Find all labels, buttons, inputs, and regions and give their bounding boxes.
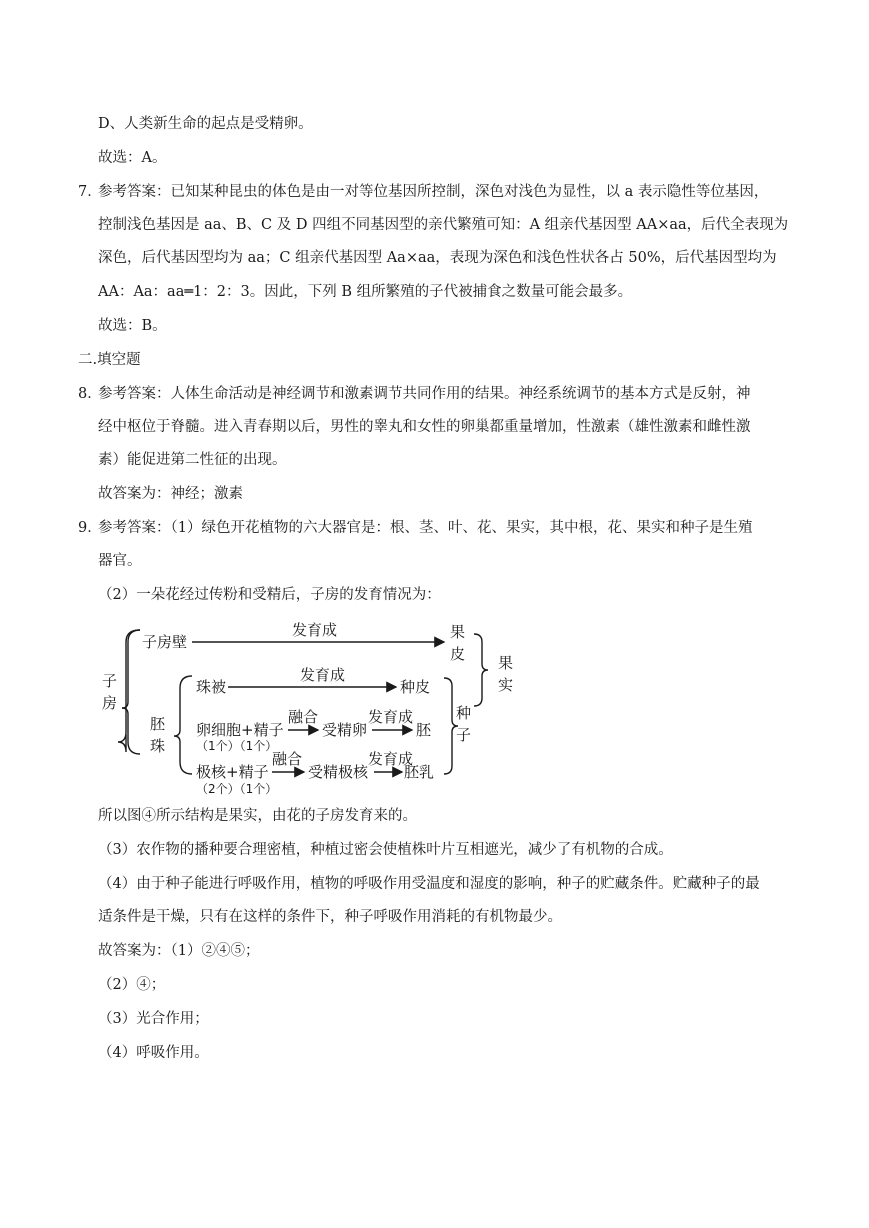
q8-line-3: 素）能促进第二性征的出现。 <box>98 452 287 468</box>
fruit-label-2: 实 <box>498 676 514 694</box>
fuse-label-2: 融合 <box>272 750 303 768</box>
q9-part-3: （3）农作物的播种要合理密植，种植过密会使植株叶片互相遮光，减少了有机物的合成。 <box>98 842 673 858</box>
q9-answer-2: （2）④； <box>98 977 166 993</box>
q9-answer-3: （3）光合作用； <box>98 1011 209 1027</box>
q7-line-3: 深色，后代基因型均为 aa；C 组亲代基因型 Aa×aa，表现为深色和浅色性状各占 50%，后代基因型均为 <box>98 250 777 266</box>
ovary-bracket <box>118 630 140 752</box>
seed-coat-label: 种皮 <box>400 678 431 696</box>
ovule-bracket <box>174 676 192 774</box>
seed-label-1: 种 <box>456 704 472 722</box>
ovary-wall-label: 子房壁 <box>142 633 188 651</box>
zygote-label: 受精卵 <box>322 721 368 739</box>
polar-sperm-label: 极核+精子 <box>196 763 269 781</box>
fruit-label-1: 果 <box>498 654 514 672</box>
q8-answer: 故答案为：神经；激素 <box>98 486 243 502</box>
q7-number: 7． <box>78 184 102 200</box>
embryo-label: 胚 <box>416 721 432 739</box>
develops-label-2: 发育成 <box>300 666 346 684</box>
seed-label-2: 子 <box>456 726 472 744</box>
q9-number: 9． <box>78 520 102 536</box>
pericarp-label-1: 果 <box>450 623 466 641</box>
q9-part-4-line-2: 适条件是干燥，只有在这样的条件下，种子呼吸作用消耗的有机物最少。 <box>98 909 562 925</box>
integument-label: 珠被 <box>196 678 227 696</box>
q7-line-1: 参考答案：已知某种昆虫的体色是由一对等位基因所控制，深色对浅色为显性，以 a 表示隐性等位基因， <box>98 184 769 200</box>
develops-label-4: 发育成 <box>368 750 414 768</box>
q9-line-1: 参考答案：（1）绿色开花植物的六大器官是：根、茎、叶、花、果实，其中根，花、果实和种子是生殖 <box>98 520 753 536</box>
polar-count-label: （2个）（1个） <box>196 782 278 796</box>
q7-line-4: AA：Aa：aa═1：2：3。因此，下列 B 组所繁殖的子代被捕食之数量可能会最多。 <box>98 284 633 300</box>
ovary-label-2: 房 <box>102 694 118 712</box>
q9-part-2: （2）一朵花经过传粉和受精后，子房的发育情况为： <box>98 587 441 603</box>
q6-option-d: D、人类新生命的起点是受精卵。 <box>98 116 313 132</box>
fertilized-polar-label: 受精极核 <box>308 763 369 781</box>
q9-part-4-line-1: （4）由于种子能进行呼吸作用，植物的呼吸作用受温度和湿度的影响，种子的贮藏条件。贮藏种子的最 <box>98 876 760 892</box>
fuse-label-1: 融合 <box>288 708 319 726</box>
q9-line-2: 器官。 <box>98 553 142 569</box>
pericarp-label-2: 皮 <box>450 645 466 663</box>
q7-answer: 故选：B。 <box>98 318 167 334</box>
q8-line-1: 参考答案：人体生命活动是神经调节和激素调节共同作用的结果。神经系统调节的基本方式是反射，神 <box>98 386 751 402</box>
develops-label-1: 发育成 <box>292 621 338 639</box>
develops-label-3: 发育成 <box>368 708 414 726</box>
section-title-fill-blank: 二.填空题 <box>78 352 141 368</box>
ovule-label-1: 胚 <box>150 715 166 733</box>
q9-answer-4: （4）呼吸作用。 <box>98 1045 209 1061</box>
q9-answer-1: 故答案为：（1）②④⑤； <box>98 943 260 959</box>
ovary-development-diagram <box>92 612 532 802</box>
endosperm-label: 胚乳 <box>404 763 435 781</box>
q7-line-2: 控制浅色基因是 aa、B、C 及 D 四组不同基因型的亲代繁殖可知：A 组亲代基因型 AA×aa，后代全表现为 <box>98 217 789 233</box>
ovary-label-1: 子 <box>102 672 118 690</box>
ovule-label-2: 珠 <box>150 737 166 755</box>
egg-count-label: （1个）（1个） <box>196 739 278 753</box>
q6-answer: 故选：A。 <box>98 150 167 166</box>
egg-sperm-label: 卵细胞+精子 <box>196 721 284 739</box>
pericarp-brace <box>474 634 488 706</box>
q8-number: 8． <box>78 386 102 402</box>
q8-line-2: 经中枢位于脊髓。进入青春期以后，男性的睾丸和女性的卵巢都重量增加，性激素（雄性激素和雌性激 <box>98 419 751 435</box>
q9-after-diagram: 所以图④所示结构是果实，由花的子房发育来的。 <box>98 808 417 824</box>
